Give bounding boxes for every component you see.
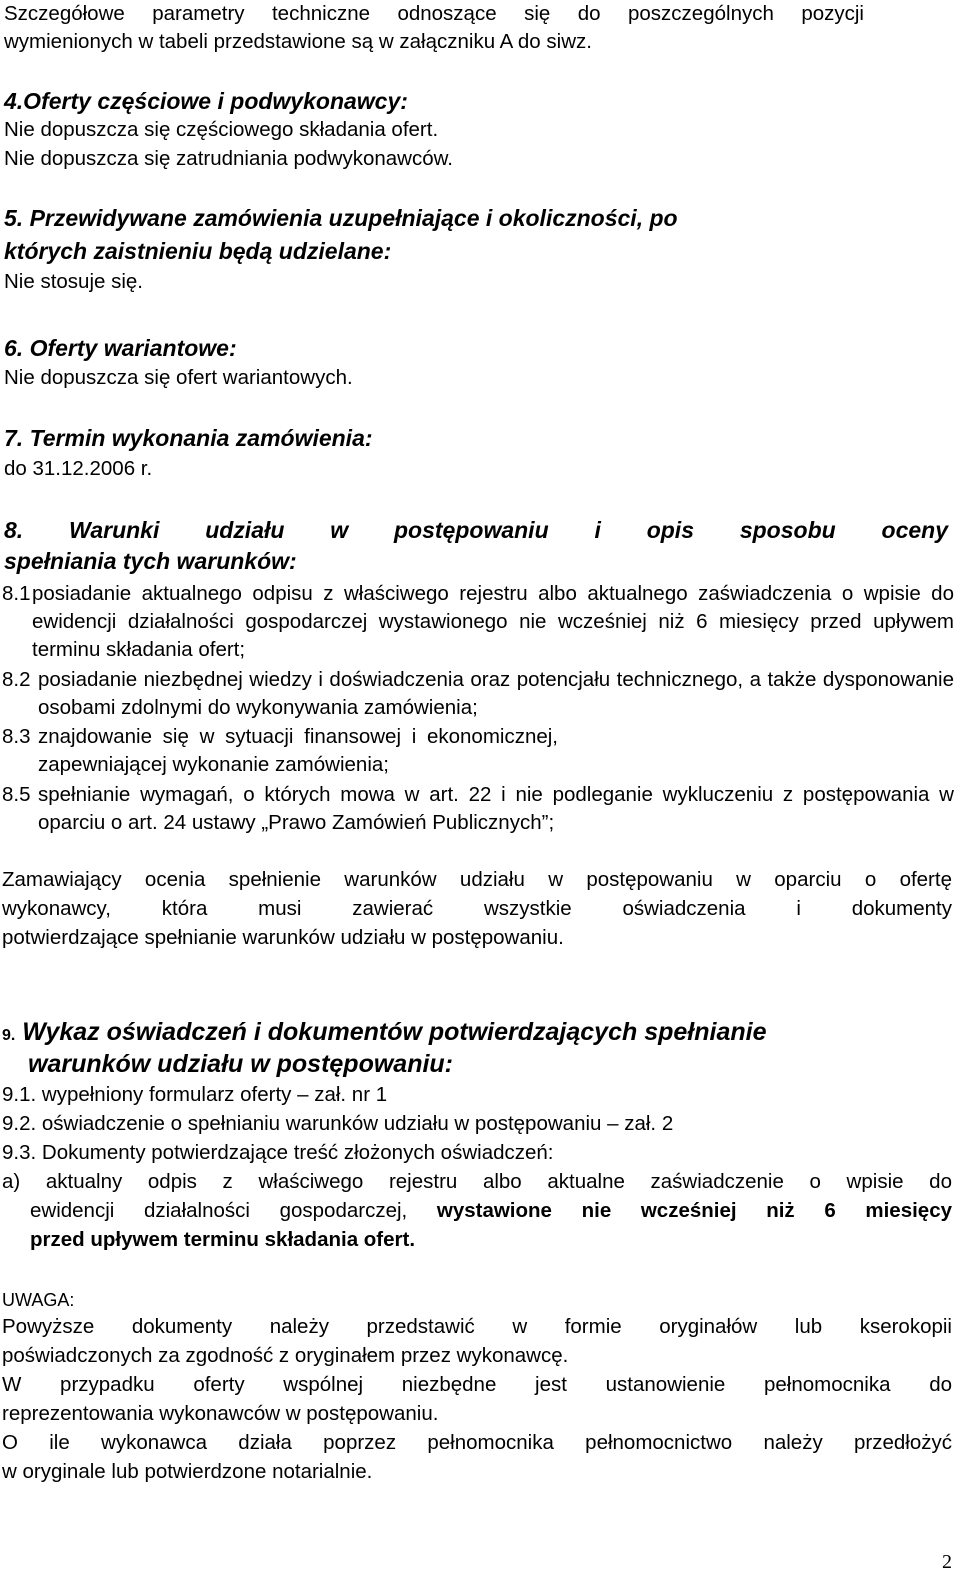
section-4-line-2: Nie dopuszcza się zatrudniania podwykonawców. (4, 147, 453, 170)
section-5-heading-1: 5. Przewidywane zamówienia uzupełniające i okoliczności, po (4, 205, 678, 231)
section-6-line: Nie dopuszcza się ofert wariantowych. (4, 366, 353, 389)
section-7-line: do 31.12.2006 r. (4, 457, 153, 480)
list-item-8-5 (2, 781, 954, 837)
item-number: 8.3 (2, 725, 31, 748)
section-8-summary-1: Zamawiający ocenia spełnienie warunków udziału w postępowaniu w oparciu o ofertę (2, 868, 952, 891)
section-4-line-1: Nie dopuszcza się częściowego składania ofert. (4, 118, 439, 141)
section-9-sub-a-line-3: przed upływem terminu składania ofert. (30, 1228, 416, 1251)
item-number: 8.1 (2, 582, 31, 605)
uwaga-line-5: O ile wykonawca działa poprzez pełnomocnika pełnomocnictwo należy przedłożyć (2, 1431, 952, 1454)
list-item-8-2 (2, 666, 954, 722)
section-9-item-3: 9.3. Dokumenty potwierdzające treść złożonych oświadczeń: (2, 1141, 554, 1164)
item-number: 8.5 (2, 783, 31, 806)
section-9-title: Wykaz oświadczeń i dokumentów potwierdzających spełnianie (22, 1018, 767, 1046)
section-9-number: 9. (2, 1027, 16, 1044)
item-text: znajdowanie się w sytuacji finansowej i ekonomicznej, zapewniającej wykonanie zamówienia; (38, 725, 558, 776)
section-8-summary-2: wykonawcy, która musi zawierać wszystkie oświadczenia i dokumenty (2, 897, 952, 920)
uwaga-line-3: W przypadku oferty wspólnej niezbędne jest ustanowienie pełnomocnika do (2, 1373, 952, 1396)
section-5-line: Nie stosuje się. (4, 270, 144, 293)
section-6-heading: 6. Oferty wariantowe: (4, 335, 237, 361)
sub-a-plain: ewidencji działalności gospodarczej, (30, 1199, 408, 1222)
item-text: posiadanie aktualnego odpisu z właściwego rejestru albo aktualnego zaświadczenia o wpisie do ewidencji działalności gospodarczej wystawionego nie wcześniej niż 6 miesięcy przed upływem terminu składania ofert; (32, 582, 954, 661)
uwaga-line-6: w oryginale lub potwierdzone notarialnie. (2, 1460, 373, 1483)
page-number: 2 (942, 1551, 952, 1573)
intro-line-2: wymienionych w tabeli przedstawione są w załączniku A do siwz. (4, 30, 592, 53)
section-9-sub-a-line-2 (30, 1197, 952, 1225)
sub-a-bold: wystawione nie wcześniej niż 6 miesięcy (436, 1199, 953, 1222)
section-9-item-1: 9.1. wypełniony formularz oferty – zał. nr 1 (2, 1083, 388, 1106)
section-9-heading-2: warunków udziału w postępowaniu: (28, 1050, 454, 1078)
section-8-heading-2: spełniania tych warunków: (4, 548, 297, 574)
section-9-item-2: 9.2. oświadczenie o spełnianiu warunków udziału w postępowaniu – zał. 2 (2, 1112, 674, 1135)
section-8-heading-1: 8. Warunki udziału w postępowaniu i opis sposobu oceny (4, 517, 948, 543)
uwaga-line-4: reprezentowania wykonawców w postępowaniu. (2, 1402, 439, 1425)
section-5-heading-2: których zaistnieniu będą udzielane: (4, 238, 392, 264)
intro-line-1: Szczegółowe parametry techniczne odnoszące się do poszczególnych pozycji (4, 2, 864, 25)
section-4-heading: 4.Oferty częściowe i podwykonawcy: (4, 88, 408, 114)
section-8-summary-3: potwierdzające spełnianie warunków udziału w postępowaniu. (2, 926, 564, 949)
uwaga-line-2: poświadczonych za zgodność z oryginałem przez wykonawcę. (2, 1344, 569, 1367)
item-text: spełnianie wymagań, o których mowa w art. 22 i nie podleganie wykluczeniu z postępowania w oparciu o art. 24 ustawy „Prawo Zamówień Publicznych”; (38, 783, 954, 834)
uwaga-line-1: Powyższe dokumenty należy przedstawić w formie oryginałów lub kserokopii (2, 1315, 952, 1338)
section-9-sub-a-line-1: a) aktualny odpis z właściwego rejestru albo aktualne zaświadczenie o wpisie do (2, 1170, 952, 1193)
list-item-8-1 (2, 580, 954, 664)
section-7-heading: 7. Termin wykonania zamówienia: (4, 425, 373, 451)
item-text: posiadanie niezbędnej wiedzy i doświadczenia oraz potencjału technicznego, a także dysponowanie osobami zdolnymi do wykonywania zamówienia; (38, 668, 954, 719)
item-number: 8.2 (2, 668, 31, 691)
uwaga-label: UWAGA: (2, 1290, 75, 1310)
section-9-heading-1 (2, 1016, 766, 1052)
list-item-8-3 (2, 723, 954, 779)
